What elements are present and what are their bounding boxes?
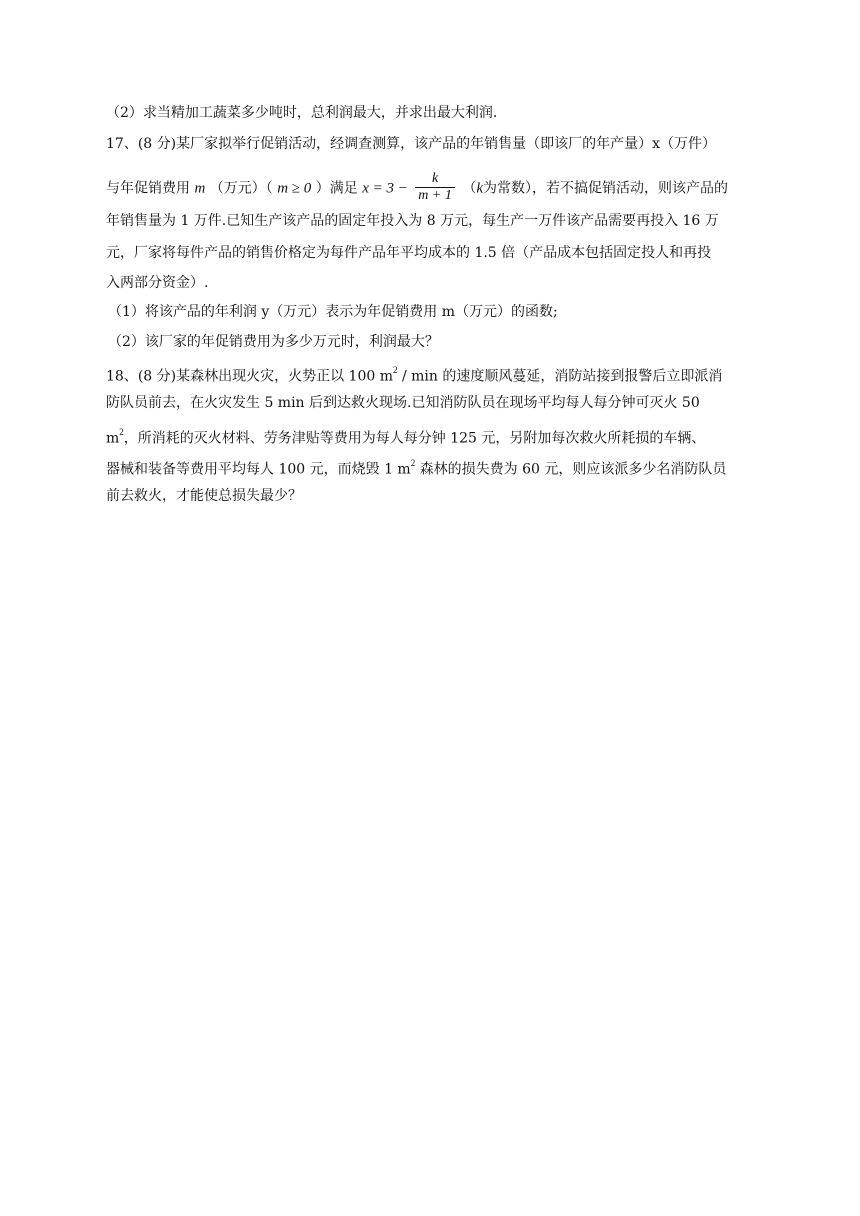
q17-formula-lhs: x = 3 − [362, 180, 408, 197]
q17-line3-text: 年销售量为 1 万件.已知生产该产品的固定年投入为 8 万元，每生产一万件该产品需要再投入 16 万 [106, 213, 719, 229]
q17-line4 [106, 243, 756, 263]
q17-line2 [106, 171, 756, 203]
q18-line5 [106, 486, 756, 506]
q17-line2-a: 与年促销费用 [106, 180, 190, 197]
q17-condition: m ≥ 0 [277, 180, 312, 197]
q17-var-m: m [194, 180, 206, 197]
q18-line4-b: 森林的损失费为 60 元，则应该派多少名消防队员 [415, 461, 727, 478]
q16-part2-text: （2）求当精加工蔬菜多少吨时，总利润最大，并求出最大利润. [106, 105, 498, 121]
q18-line1-a: 18、(8 分)某森林出现火灾，火势正以 100 m [106, 368, 393, 385]
q17-fraction-denominator [415, 188, 455, 204]
q18-line4-a: 器械和装备等费用平均每人 100 元，而烧毁 1 m [106, 461, 411, 478]
q17-line2-d: （ [462, 180, 477, 197]
q17-line3 [106, 211, 756, 231]
q17-line1-text: 17、(8 分)某厂家拟举行促销活动，经调查测算，该产品的年销售量（即该厂的年产量）x（万件） [106, 136, 716, 152]
q18-line4-sup: 2 [410, 458, 416, 468]
q17-line5-text: 入两部分资金）. [106, 275, 209, 291]
q17-line1 [106, 134, 756, 154]
q18-line2 [106, 393, 756, 413]
q17-part1 [108, 302, 758, 322]
q18-line3-b: ，所消耗的灭火材料、劳务津贴等费用为每人每分钟 125 元，另附加每次救火所耗损的车辆、 [123, 430, 706, 447]
q18-line5-text: 前去救火，才能使总损失最少？ [106, 488, 302, 504]
q17-line5 [106, 273, 756, 293]
q18-line4 [106, 455, 756, 478]
q17-fraction-numerator: k [415, 171, 455, 188]
q18-line1-b: / min 的速度顺风蔓延，消防站接到报警后立即派消 [397, 368, 723, 385]
q16-part2 [106, 103, 756, 123]
q17-line2-b: （万元）（ [209, 180, 273, 197]
q17-line2-c: ）满足 [315, 180, 358, 197]
q18-line1-sup: 2 [393, 365, 398, 375]
q17-fraction [415, 171, 455, 204]
q17-line2-e: 为常数），若不搞促销活动，则该产品的 [482, 180, 728, 197]
q18-line2-text: 防队员前去，在火灾发生 5 min 后到达救火现场.已知消防队员在现场平均每人每分钟可灭火 50 [106, 395, 700, 411]
q17-part2 [108, 332, 758, 352]
q18-line1 [106, 362, 756, 385]
q18-line3-sup: 2 [119, 427, 124, 437]
q17-part2-text: （2）该厂家的年促销费用为多少万元时，利润最大？ [108, 334, 439, 350]
q18-line3 [106, 424, 756, 447]
q18-line3-a: m [106, 430, 120, 447]
q17-fraction-denominator-text: m + 1 [418, 188, 452, 203]
q17-var-k: k [476, 180, 483, 197]
q17-line4-text: 元，厂家将每件产品的销售价格定为每件产品年平均成本的 1.5 倍（产品成本包括固定投人和再投 [106, 245, 712, 261]
q17-part1-text: （1）将该产品的年利润 y（万元）表示为年促销费用 m（万元）的函数; [108, 304, 558, 320]
